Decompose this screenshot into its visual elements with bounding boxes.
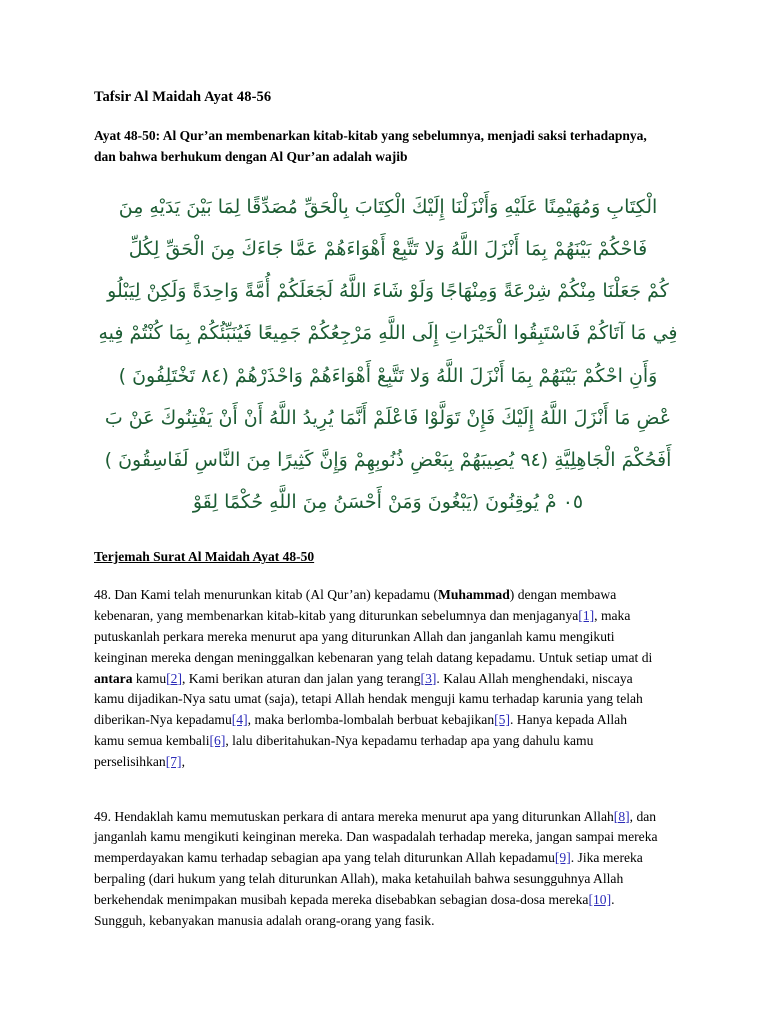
arabic-line: فَاحْكُمْ بَيْنَهُمْ بِمَا أَنْزَلَ اللَّهُ وَلا تَتَّبِعْ أَهْوَاءَهُمْ عَمَّا جَاءَكَ مِنَ الْحَقِّ لِكُلِّ — [128, 238, 648, 261]
verse-text: , maka berlomba-lombalah berbuat kebajikan — [247, 712, 495, 728]
verse-text: Dan Kami telah menurunkan kitab (Al Qur’an) kepadamu ( — [111, 587, 439, 603]
footnote-link-3[interactable]: [3] — [420, 670, 437, 686]
verse-text: kamu — [132, 670, 167, 686]
footnote-link-2[interactable]: [2] — [166, 670, 182, 686]
arabic-line: وَأَنِ احْكُمْ بَيْنَهُمْ بِمَا أَنْزَلَ اللَّهُ وَلا تَتَّبِعْ أَهْوَاءَهُمْ وَاحْذَرْهُمْ (٤٨ تَخْتَلِفُونَ ) — [118, 364, 658, 387]
verse-number: 48. — [94, 587, 111, 603]
translation-heading: Terjemah Surat Al Maidah Ayat 48-50 — [94, 549, 315, 565]
footnote-link-7[interactable]: [7] — [165, 753, 182, 769]
arabic-line: ٥٠ مْ يُوقِنُونَ (يَبْغُونَ وَمَنْ أَحْسَنُ مِنَ اللَّهِ حُكْمًا لِقَوْ — [192, 491, 584, 514]
arabic-line: فِي مَا آتَاكُمْ فَاسْتَبِقُوا الْخَيْرَاتِ إِلَى اللَّهِ مَرْجِعُكُمْ جَمِيعًا فَيُنَبِّئُكُمْ بِمَا كُنْتُمْ فِيهِ — [98, 322, 678, 345]
arabic-quran-passage — [88, 186, 688, 523]
verse-48-paragraph — [94, 585, 660, 772]
arabic-line: الْكِتَابِ وَمُهَيْمِنًا عَلَيْهِ وَأَنْزَلْنَا إِلَيْكَ الْكِتَابَ بِالْحَقِّ مُصَدِّقًا لِمَا بَيْنَ يَدَيْهِ مِنَ — [118, 195, 658, 218]
page-title: Tafsir Al Maidah Ayat 48-56 — [94, 89, 272, 105]
emphasis-antara: antara — [94, 670, 133, 686]
arabic-line: عْضِ مَا أَنْزَلَ اللَّهُ إِلَيْكَ فَإِنْ تَوَلَّوْا فَاعْلَمْ أَنَّمَا يُرِيدُ اللَّهُ أَنْ أَنْ يَفْتِنُوكَ عَنْ بَ — [104, 406, 672, 429]
arabic-line: كُمْ جَعَلْنَا مِنْكُمْ شِرْعَةً وَمِنْهَاجًا وَلَوْ شَاءَ اللَّهُ لَجَعَلَكُمْ أُمَّةً وَاحِدَةً وَلَكِنْ لِيَبْلُو — [107, 280, 669, 303]
verse-text: , dan janganlah kamu mengikuti keinginan mereka. Dan waspadalah terhadap mereka, jangan sampai mereka memperdayakan kamu terhadap sebagian apa yang telah diturunkan Allah kepadamu — [94, 808, 658, 866]
footnote-link-6[interactable]: [6] — [209, 732, 226, 748]
footnote-link-8[interactable]: [8] — [613, 808, 630, 824]
footnote-link-5[interactable]: [5] — [494, 712, 510, 728]
verse-49-paragraph — [94, 807, 660, 932]
footnote-link-1[interactable]: [1] — [578, 608, 595, 624]
arabic-line: أَفَحُكْمَ الْجَاهِلِيَّةِ (٤٩ يُصِيبَهُمْ بِبَعْضِ ذُنُوبِهِمْ وَإِنَّ كَثِيرًا مِنَ النَّاسِ لَفَاسِقُونَ ) — [104, 449, 672, 471]
verse-text: Hendaklah kamu memutuskan perkara di antara mereka menurut apa yang diturunkan Allah — [111, 808, 614, 824]
footnote-link-10[interactable]: [10] — [588, 891, 612, 907]
verse-text: , lalu diberitahukan-Nya kepadamu terhadap apa yang dahulu kamu perselisihkan — [94, 732, 594, 769]
verse-text: , — [181, 753, 185, 769]
verse-text: . Hanya kepada Allah kamu semua kembali — [94, 712, 627, 748]
verse-text: . Jika mereka berpaling (dari hukum yang telah diturunkan Allah), maka ketahuilah bahwa sesungguhnya Allah berkehendak menimpakan musibah kepada mereka disebabkan sebagian dosa-dosa mereka — [94, 850, 643, 907]
footnote-link-4[interactable]: [4] — [231, 712, 248, 728]
verse-text: . Kalau Allah menghendaki, niscaya kamu dijadikan-Nya satu umat (saja), tetapi Allah hendak menguji kamu terhadap karunia yang telah diberikan-Nya kepadamu — [94, 670, 643, 728]
verse-text: , maka putuskanlah perkara mereka menurut apa yang diturunkan Allah dan janganlah kamu mengikuti keinginan mereka dengan meninggalkan kebenaran yang telah datang kepadamu. Untuk setiap umat di — [94, 608, 653, 665]
emphasis-muhammad: Muhammad — [438, 587, 510, 603]
verse-text: , Kami berikan aturan dan jalan yang terang — [181, 670, 421, 686]
page-subtitle: Ayat 48-50: Al Qur’an membenarkan kitab-kitab yang sebelumnya, menjadi saksi terhadapnya, dan bahwa berhukum dengan Al Qur’an adalah wajib — [94, 128, 647, 165]
verse-number: 49. — [94, 808, 111, 824]
footnote-link-9[interactable]: [9] — [554, 850, 571, 866]
verse-text: . Sungguh, kebanyakan manusia adalah orang-orang yang fasik. — [94, 891, 615, 928]
verse-text: ) dengan membawa kebenaran, yang membenarkan kitab-kitab yang diturunkan sebelumnya dan menjaganya — [94, 587, 617, 624]
